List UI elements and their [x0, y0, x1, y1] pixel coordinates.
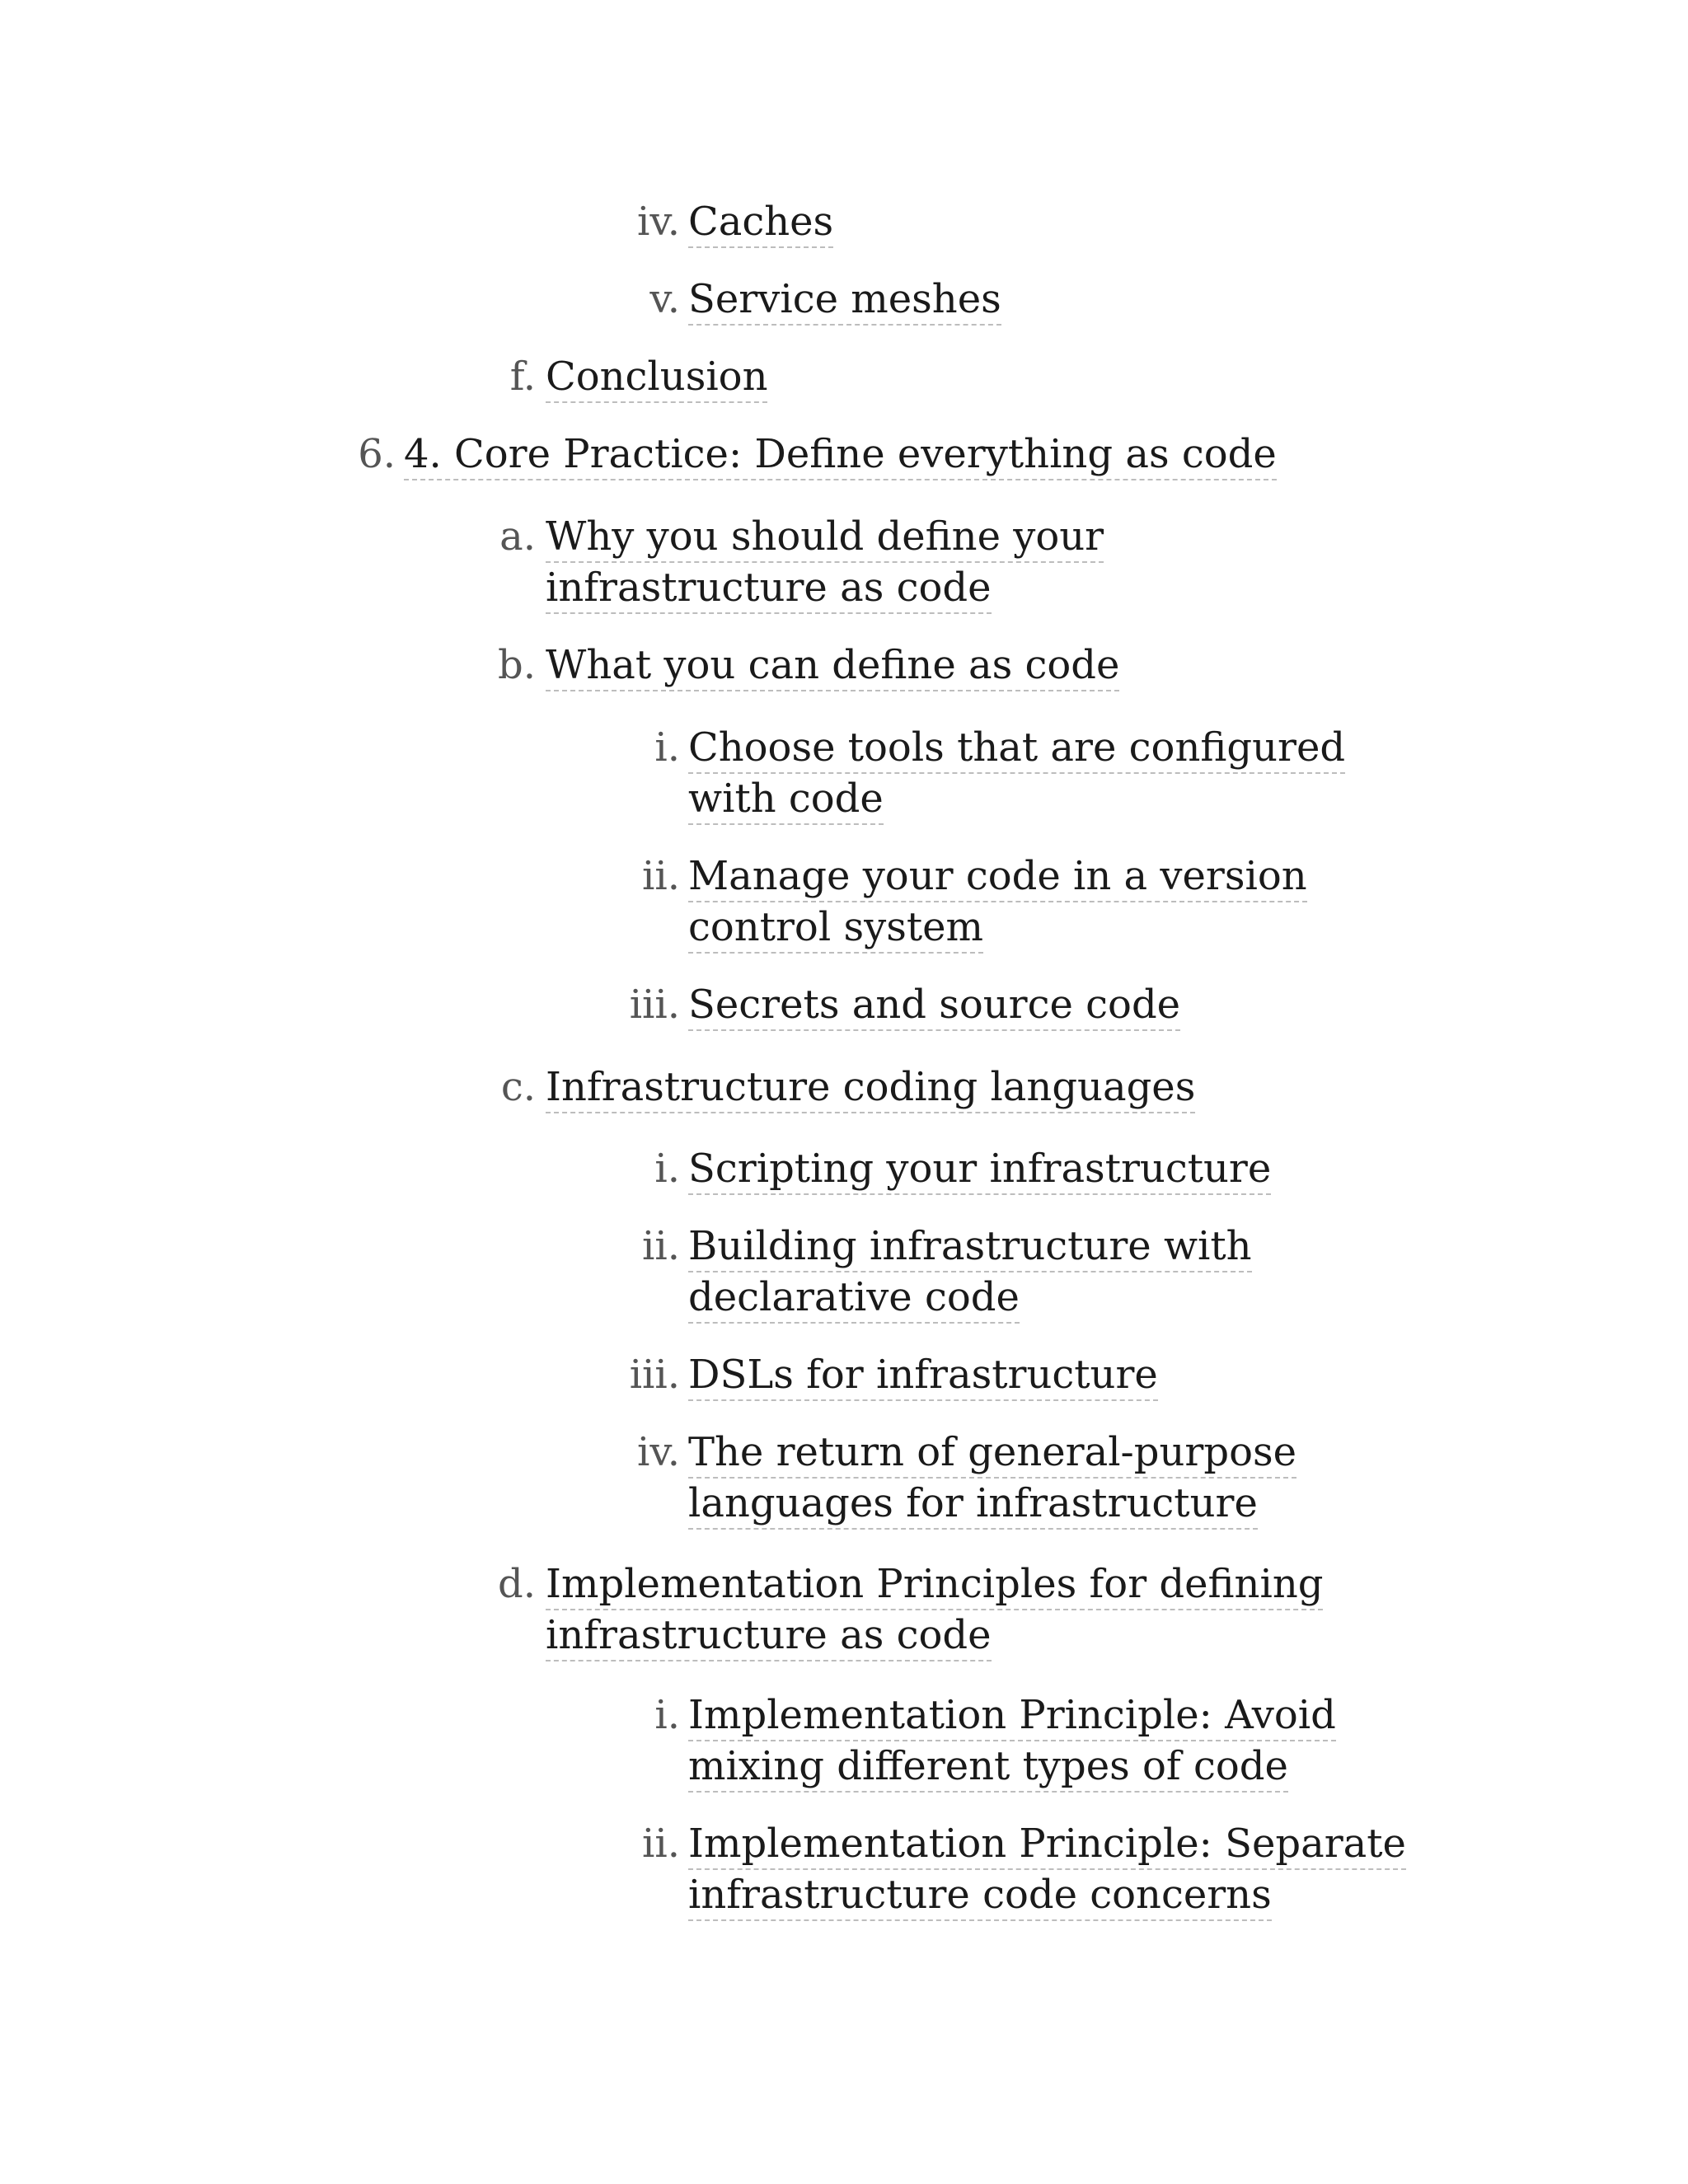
- toc-link-scripting[interactable]: Scripting your infrastructure: [688, 1143, 1422, 1194]
- toc-link-general-purpose[interactable]: The return of general-purpose languages for infrastructure: [688, 1427, 1422, 1529]
- toc-link-declarative-code[interactable]: Building infrastructure with declarative code: [688, 1221, 1422, 1323]
- toc-marker: iii.: [629, 1352, 680, 1398]
- toc-marker: ii.: [642, 1223, 680, 1269]
- toc-marker: iv.: [636, 1429, 680, 1475]
- toc-marker: i.: [654, 724, 680, 771]
- toc-marker: v.: [649, 276, 680, 322]
- toc-marker: ii.: [642, 1821, 680, 1867]
- toc-link-caches[interactable]: Caches: [688, 196, 1422, 247]
- toc-link-implementation-principles[interactable]: Implementation Principles for defining infrastructure as code: [546, 1558, 1370, 1661]
- toc-marker: i.: [654, 1692, 680, 1738]
- toc-marker: b.: [498, 642, 536, 688]
- toc-link-secrets[interactable]: Secrets and source code: [688, 979, 1422, 1030]
- toc-marker: i.: [654, 1146, 680, 1192]
- toc-marker: d.: [498, 1561, 536, 1607]
- toc-link-separate-concerns[interactable]: Implementation Principle: Separate infrastructure code concerns: [688, 1818, 1422, 1920]
- toc-link-service-meshes[interactable]: Service meshes: [688, 274, 1422, 325]
- toc-marker: 6.: [358, 431, 396, 477]
- toc-link-choose-tools[interactable]: Choose tools that are configured with code: [688, 722, 1422, 824]
- toc-link-conclusion[interactable]: Conclusion: [546, 351, 1370, 402]
- toc-marker: f.: [509, 354, 536, 400]
- toc-link-dsls[interactable]: DSLs for infrastructure: [688, 1349, 1422, 1400]
- toc-marker: c.: [500, 1064, 536, 1110]
- toc-link-coding-languages[interactable]: Infrastructure coding languages: [546, 1062, 1370, 1113]
- toc-marker: iii.: [629, 982, 680, 1028]
- toc-link-chapter-4[interactable]: 4. Core Practice: Define everything as code: [404, 429, 1475, 480]
- toc-link-why-define-as-code[interactable]: Why you should define your infrastructure as code: [546, 511, 1370, 613]
- toc-marker: iv.: [636, 199, 680, 245]
- toc-marker: ii.: [642, 853, 680, 899]
- toc-marker: a.: [499, 513, 536, 560]
- toc-link-avoid-mixing[interactable]: Implementation Principle: Avoid mixing different types of code: [688, 1690, 1422, 1792]
- toc-link-version-control[interactable]: Manage your code in a version control system: [688, 851, 1422, 953]
- toc-link-what-you-can-define[interactable]: What you can define as code: [546, 640, 1370, 691]
